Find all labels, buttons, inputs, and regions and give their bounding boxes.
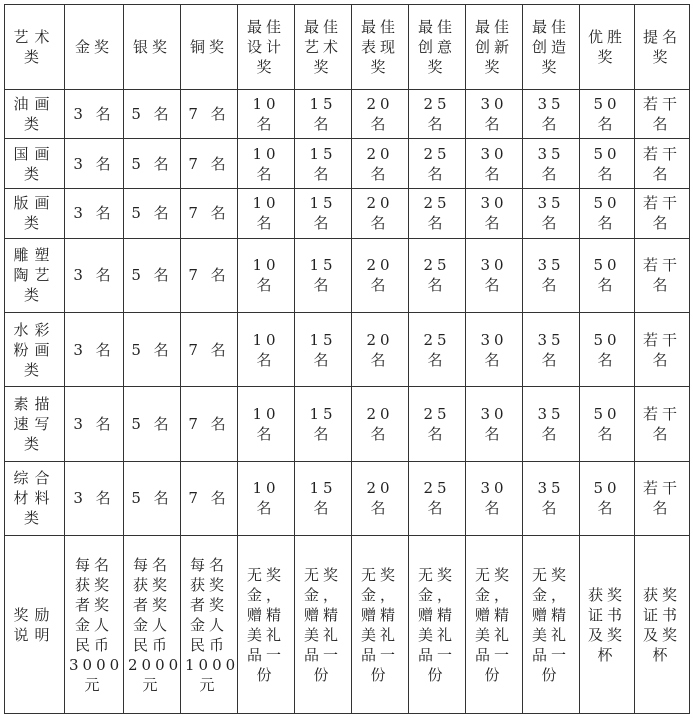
- count-cell: 7 名: [181, 312, 238, 386]
- awards-table: [4, 4, 690, 714]
- award-note-cell: 获奖证书及奖杯: [635, 536, 690, 714]
- count-cell: 7 名: [181, 387, 238, 461]
- category-cell: 雕塑陶艺类: [5, 238, 65, 312]
- award-note-cell: 无奖金，赠精美礼品一份: [352, 536, 409, 714]
- header-cell-silver: 银奖: [124, 5, 181, 90]
- count-cell: 20 名: [352, 387, 409, 461]
- count-cell: 3 名: [65, 461, 124, 535]
- count-cell: 5 名: [124, 139, 181, 189]
- count-cell: 3 名: [65, 89, 124, 139]
- count-cell: 15 名: [295, 188, 352, 238]
- count-cell: 20 名: [352, 238, 409, 312]
- table-row: [5, 461, 690, 535]
- count-cell: 35 名: [523, 312, 580, 386]
- count-cell: 若干名: [635, 461, 690, 535]
- category-cell: 素描速写类: [5, 387, 65, 461]
- table-row: [5, 312, 690, 386]
- count-cell: 30 名: [466, 387, 523, 461]
- category-cell: 油画类: [5, 89, 65, 139]
- count-cell: 20 名: [352, 461, 409, 535]
- count-cell: 30 名: [466, 139, 523, 189]
- count-cell: 30 名: [466, 238, 523, 312]
- count-cell: 35 名: [523, 387, 580, 461]
- count-cell: 7 名: [181, 461, 238, 535]
- header-cell-gold: 金奖: [65, 5, 124, 90]
- header-cell-excellence: 优胜奖: [580, 5, 635, 90]
- table-row: [5, 188, 690, 238]
- count-cell: 50 名: [580, 461, 635, 535]
- count-cell: 3 名: [65, 188, 124, 238]
- header-cell-best-performance: 最佳表现奖: [352, 5, 409, 90]
- count-cell: 5 名: [124, 387, 181, 461]
- count-cell: 5 名: [124, 312, 181, 386]
- count-cell: 10 名: [238, 238, 295, 312]
- table-row: [5, 89, 690, 139]
- count-cell: 15 名: [295, 461, 352, 535]
- award-note-cell: 无奖金，赠精美礼品一份: [523, 536, 580, 714]
- count-cell: 5 名: [124, 89, 181, 139]
- award-note-cell: 每名获奖者奖金人民币2000元: [124, 536, 181, 714]
- count-cell: 25 名: [409, 387, 466, 461]
- count-cell: 7 名: [181, 188, 238, 238]
- count-cell: 15 名: [295, 238, 352, 312]
- header-cell-category: 艺术类: [5, 5, 65, 90]
- award-note-cell: 每名获奖者奖金人民币1000元: [181, 536, 238, 714]
- count-cell: 25 名: [409, 139, 466, 189]
- table-row: [5, 387, 690, 461]
- count-cell: 若干名: [635, 312, 690, 386]
- count-cell: 5 名: [124, 461, 181, 535]
- count-cell: 15 名: [295, 387, 352, 461]
- category-cell: 水彩粉画类: [5, 312, 65, 386]
- award-notes-row: [5, 536, 690, 714]
- count-cell: 50 名: [580, 238, 635, 312]
- count-cell: 30 名: [466, 188, 523, 238]
- count-cell: 20 名: [352, 312, 409, 386]
- count-cell: 7 名: [181, 238, 238, 312]
- header-row: [5, 5, 690, 90]
- count-cell: 25 名: [409, 312, 466, 386]
- table-row: [5, 139, 690, 189]
- header-cell-best-design: 最佳设计奖: [238, 5, 295, 90]
- award-notes-label: 奖励说明: [5, 536, 65, 714]
- count-cell: 10 名: [238, 89, 295, 139]
- count-cell: 15 名: [295, 139, 352, 189]
- count-cell: 3 名: [65, 238, 124, 312]
- count-cell: 35 名: [523, 139, 580, 189]
- count-cell: 20 名: [352, 139, 409, 189]
- category-cell: 国画类: [5, 139, 65, 189]
- count-cell: 10 名: [238, 461, 295, 535]
- category-cell: 综合材料类: [5, 461, 65, 535]
- count-cell: 35 名: [523, 188, 580, 238]
- table-row: [5, 238, 690, 312]
- count-cell: 25 名: [409, 89, 466, 139]
- count-cell: 50 名: [580, 387, 635, 461]
- count-cell: 3 名: [65, 312, 124, 386]
- category-cell: 版画类: [5, 188, 65, 238]
- count-cell: 若干名: [635, 238, 690, 312]
- count-cell: 若干名: [635, 139, 690, 189]
- count-cell: 50 名: [580, 89, 635, 139]
- header-cell-nomination: 提名奖: [635, 5, 690, 90]
- count-cell: 若干名: [635, 188, 690, 238]
- count-cell: 30 名: [466, 89, 523, 139]
- count-cell: 35 名: [523, 89, 580, 139]
- award-note-cell: 无奖金，赠精美礼品一份: [409, 536, 466, 714]
- count-cell: 25 名: [409, 188, 466, 238]
- count-cell: 25 名: [409, 238, 466, 312]
- count-cell: 5 名: [124, 188, 181, 238]
- award-note-cell: 无奖金，赠精美礼品一份: [295, 536, 352, 714]
- count-cell: 若干名: [635, 387, 690, 461]
- count-cell: 7 名: [181, 89, 238, 139]
- award-note-cell: 无奖金，赠精美礼品一份: [466, 536, 523, 714]
- count-cell: 3 名: [65, 387, 124, 461]
- count-cell: 20 名: [352, 89, 409, 139]
- count-cell: 3 名: [65, 139, 124, 189]
- count-cell: 30 名: [466, 312, 523, 386]
- count-cell: 10 名: [238, 387, 295, 461]
- header-cell-best-innovation: 最佳创新奖: [466, 5, 523, 90]
- header-cell-bronze: 铜奖: [181, 5, 238, 90]
- count-cell: 50 名: [580, 312, 635, 386]
- count-cell: 5 名: [124, 238, 181, 312]
- count-cell: 20 名: [352, 188, 409, 238]
- count-cell: 25 名: [409, 461, 466, 535]
- count-cell: 15 名: [295, 312, 352, 386]
- count-cell: 10 名: [238, 139, 295, 189]
- award-note-cell: 获奖证书及奖杯: [580, 536, 635, 714]
- header-cell-best-creation: 最佳创造奖: [523, 5, 580, 90]
- header-cell-best-art: 最佳艺术奖: [295, 5, 352, 90]
- header-cell-best-creative: 最佳创意奖: [409, 5, 466, 90]
- count-cell: 35 名: [523, 238, 580, 312]
- award-note-cell: 无奖金，赠精美礼品一份: [238, 536, 295, 714]
- count-cell: 7 名: [181, 139, 238, 189]
- award-note-cell: 每名获奖者奖金人民币3000元: [65, 536, 124, 714]
- count-cell: 35 名: [523, 461, 580, 535]
- count-cell: 50 名: [580, 188, 635, 238]
- count-cell: 30 名: [466, 461, 523, 535]
- count-cell: 10 名: [238, 312, 295, 386]
- count-cell: 50 名: [580, 139, 635, 189]
- count-cell: 15 名: [295, 89, 352, 139]
- count-cell: 若干名: [635, 89, 690, 139]
- count-cell: 10 名: [238, 188, 295, 238]
